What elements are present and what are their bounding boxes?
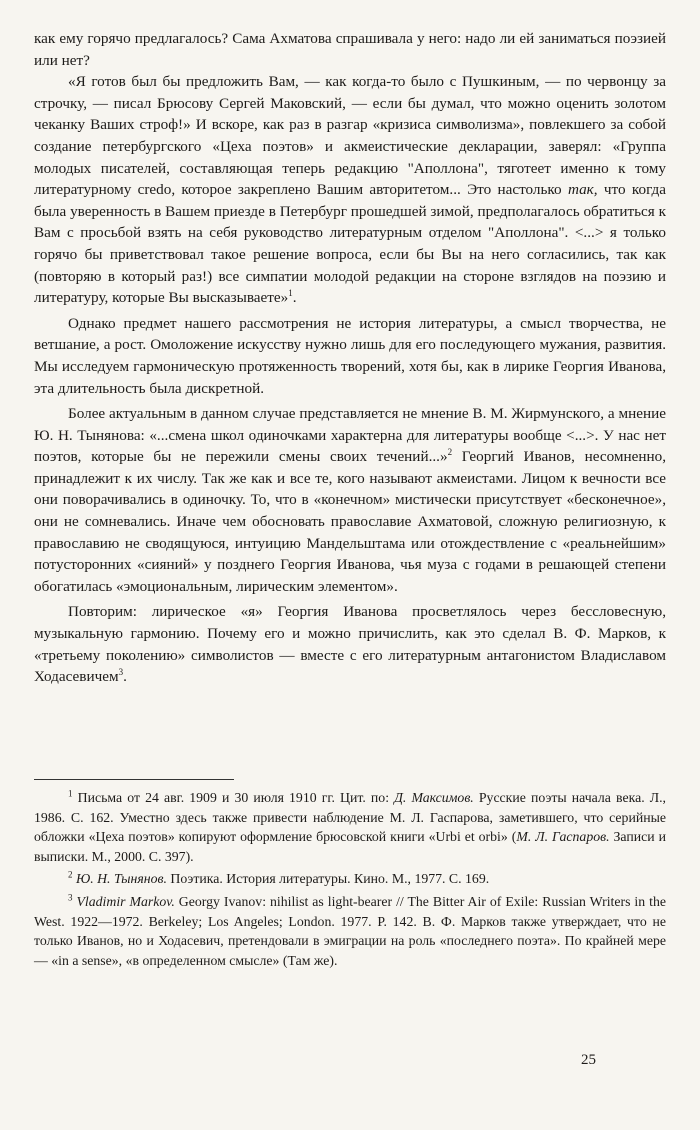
paragraph-2-end: . xyxy=(292,289,297,307)
main-text xyxy=(34,28,666,688)
paragraph-5-end: . xyxy=(123,668,127,686)
paragraph-2-text-a: «Я готов был бы предложить Вам, — как когда-то было с Пушкиным, — по червонцу за строчку, — писал Брюсову Сергей Маковский, — если бы думал, что можно оценить золотом чеканку Ваших строф!» И вскоре, как раз в разгар «кризиса символизма», повлекшего за собой создание петербургского «Цеха поэтов» и акмеистические декларации, заверял: «Группа молодых писателей, составляющая теперь редакцию "Аполлона", тяготеет именно к тому литературному credo, которое закреплено Вашим авторитетом... Это настолько xyxy=(34,73,666,199)
footnotes xyxy=(34,788,666,973)
paragraph-1 xyxy=(34,28,666,71)
paragraph-4-text-a: Более актуальным в данном случае представляется не мнение В. М. Жирмунского, а мнение Ю. Н. Тынянова: «...смена школ одиночками характерна для литературы вообще <...>. У нас нет поэтов, которые бы не пережили смены своих течений...» xyxy=(34,405,666,466)
footnote-2-number: 2 xyxy=(68,869,73,880)
footnote-2-author: Ю. Н. Тынянов. xyxy=(72,871,167,887)
footnote-2-text: Поэтика. История литературы. Кино. М., 1977. С. 169. xyxy=(166,871,490,887)
footnote-1-text-c: Записи и выписки. М., 2000. С. 397). xyxy=(34,829,666,864)
footnote-2 xyxy=(34,869,666,889)
page-number: 25 xyxy=(581,1052,596,1068)
paragraph-4-text-b: Георгий Иванов, несомненно, принадлежит к их числу. Так же как и все те, кого называют акмеистами. Лицом к вечности все они поворачивались в одиночку. То, что в «конечном» мистически присутствует «бесконечное», они не сомневались. Иначе чем обосновать православие Ахматовой, сложную религиозную, к православию не сводящуюся, интуицию Мандельштама или отождествление с «реальнейшим» потусторонних «сияний» у позднего Георгия Иванова, чья муза с годами в решающей степени обогатилась «эмоциональным, лирическим элементом». xyxy=(34,448,666,595)
footnote-ref-1: 1 xyxy=(288,288,293,299)
paragraph-3 xyxy=(34,313,666,399)
footnote-3-text: Georgy Ivanov: nihilist as light-bearer // The Bitter Air of Exile: Russian Writers in the West. 1922—1972. Berkeley; Los Angeles; London. 1977. P. 142. В. Ф. Марков также утверждает, что не только Иванов, но и Ходасевич, претендовали в эмиграции на роль «последнего поэта». По крайней мере — «in a sense», «в определенном смысле» (Там же). xyxy=(34,893,666,968)
paragraph-3-text: Однако предмет нашего рассмотрения не история литературы, а смысл творчества, не ветшание, а рост. Омоложение искусству нужно лишь для его последующего мужания, развития. Мы исследуем гармоническую протяженность творений, хотя бы, как в лирике Георгия Иванова, эта длительность была дискретной. xyxy=(34,314,666,397)
paragraph-2-emphasis: так, xyxy=(567,181,598,199)
footnote-divider xyxy=(34,779,234,780)
footnote-1 xyxy=(34,788,666,866)
footnote-1-author-2: М. Л. Гаспаров. xyxy=(516,829,610,845)
footnote-3-number: 3 xyxy=(68,892,73,903)
paragraph-5-text: Повторим: лирическое «я» Георгия Иванова просветлялось через бессловесную, музыкальную гармонию. Почему его и можно причислить, как это сделал В. Ф. Марков, к «третьему поколению» символистов — вместе с его литературным антагонистом Владиславом Ходасевичем xyxy=(34,603,666,686)
paragraph-4 xyxy=(34,403,666,597)
footnote-3-author: Vladimir Markov. xyxy=(72,893,175,909)
paragraph-5 xyxy=(34,601,666,687)
footnote-ref-3: 3 xyxy=(118,667,124,678)
paragraph-2 xyxy=(34,71,666,309)
paragraph-1-text: как ему горячо предлагалось? Сама Ахматова спрашивала у него: надо ли ей заниматься поэзией или нет? xyxy=(34,30,666,69)
footnote-1-author: Д. Максимов. xyxy=(394,790,474,805)
footnote-1-text-b: Русские поэты начала века. Л., 1986. С. 162. Уместно здесь также привести наблюдение М. Л. Гаспарова, заметившего, что серийные обложки «Цеха поэтов» копируют оформление брюсовской книги «Urbi et orbi» ( xyxy=(34,790,667,845)
paragraph-2-text-b: что когда была уверенность в Вашем приезде в Петербург прошедшей зимой, предполагалось обратиться к Вам с просьбой взять на себя руководство литературным отделом "Аполлона". <...> я только горячо бы приветствовал такое решение вопроса, если бы Вы на него согласились, так как (повторяю в который раз!) все симпатии молодой редакции на стороне взглядов на поэзию и литературу, которые Вы высказываете» xyxy=(34,181,667,307)
footnote-ref-2: 2 xyxy=(447,447,453,458)
footnote-1-text-a: Письма от 24 авг. 1909 и 30 июля 1910 гг. Цит. по: xyxy=(72,790,395,805)
footnote-1-number: 1 xyxy=(68,788,73,799)
footnote-3 xyxy=(34,892,666,970)
